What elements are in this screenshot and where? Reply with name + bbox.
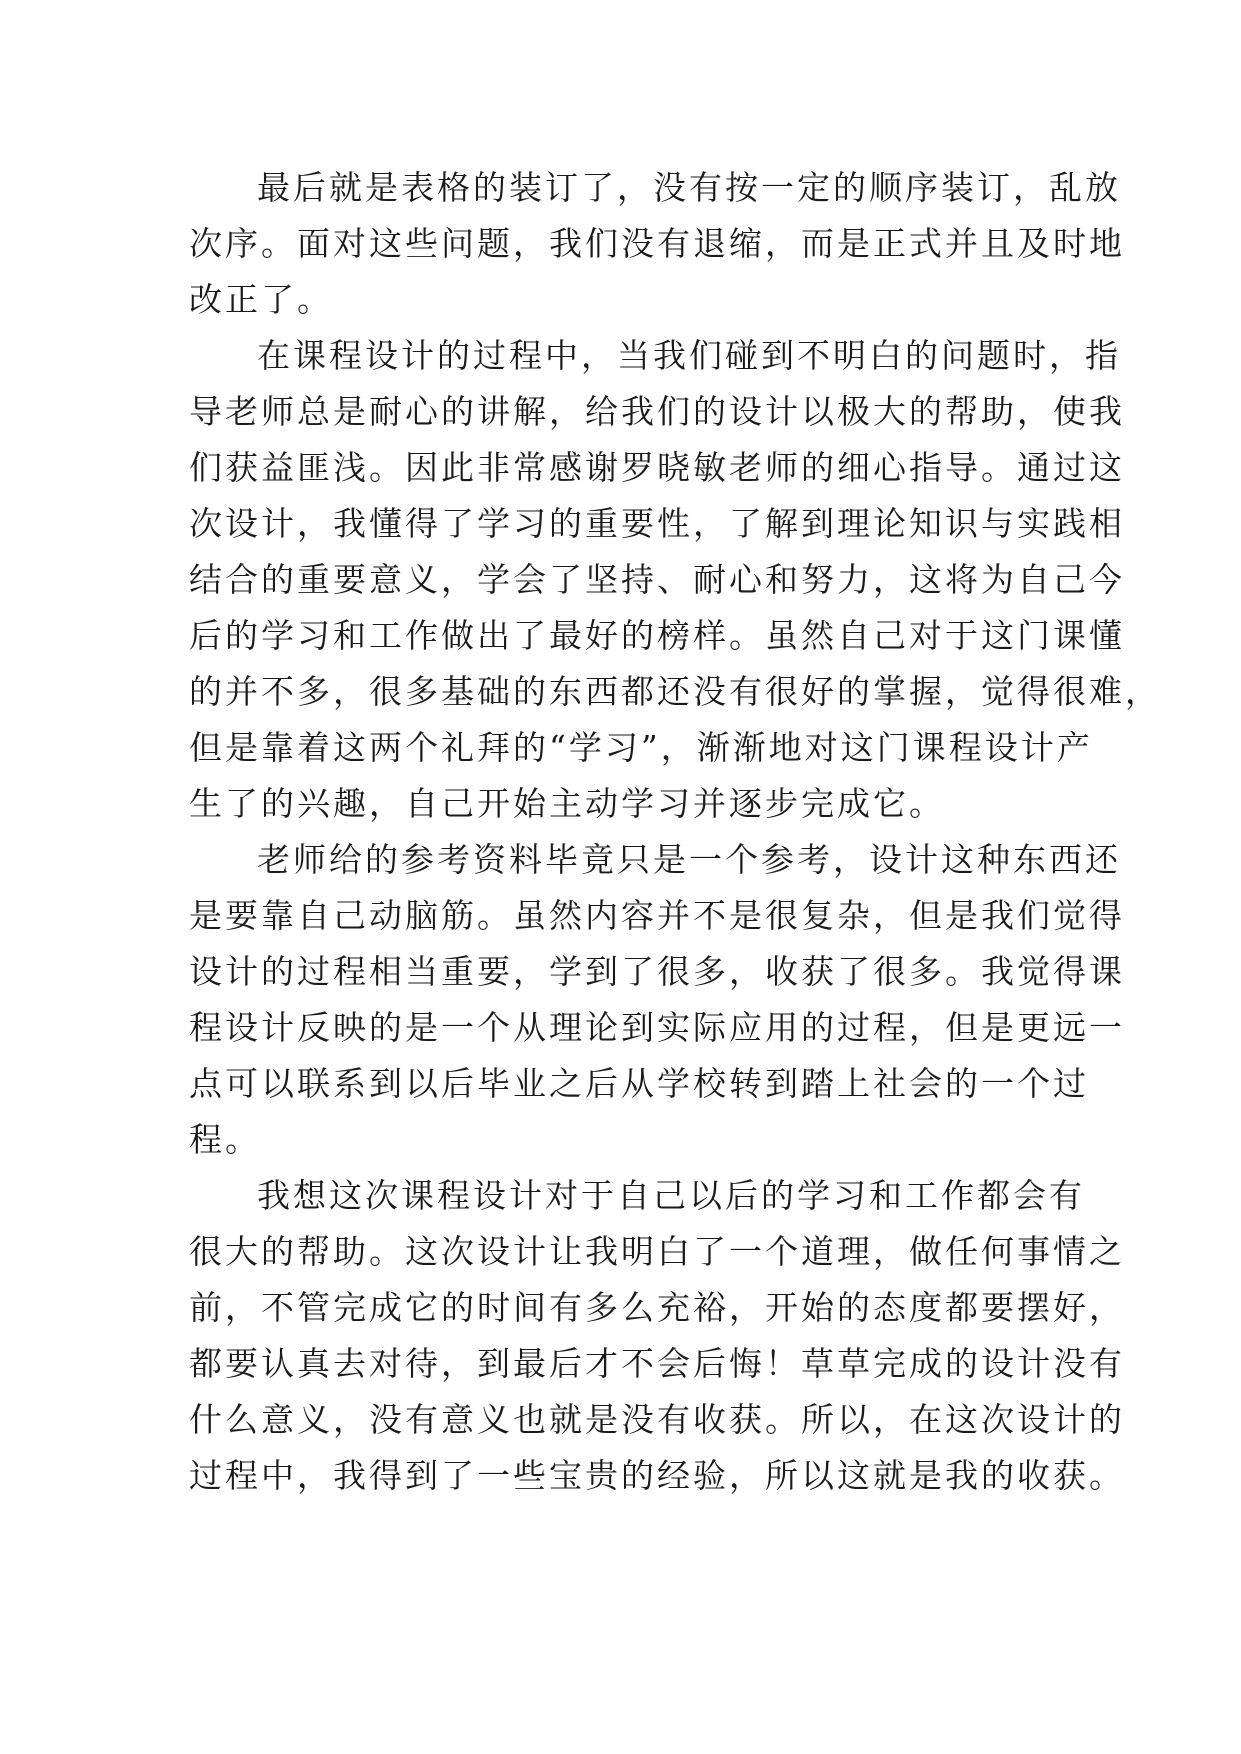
text-line: 结合的重要意义，学会了坚持、耐心和努力，这将为自己今 [189, 560, 1125, 599]
text-line: 次设计，我懂得了学习的重要性，了解到理论知识与实践相 [189, 504, 1125, 543]
text-line: 点可以联系到以后毕业之后从学校转到踏上社会的一个过 [189, 1064, 1089, 1103]
paragraph-1 [189, 160, 1125, 328]
text-line: 最后就是表格的装订了，没有按一定的顺序装订，乱放 [257, 168, 1121, 207]
text-line: 程。 [189, 1120, 261, 1159]
text-line: 都要认真去对待，到最后才不会后悔！草草完成的设计没有 [189, 1344, 1125, 1383]
text-line: 导老师总是耐心的讲解，给我们的设计以极大的帮助，使我 [189, 392, 1125, 431]
text-line: 设计的过程相当重要，学到了很多，收获了很多。我觉得课 [189, 952, 1125, 991]
text-line: 在课程设计的过程中，当我们碰到不明白的问题时，指 [257, 336, 1121, 375]
text-line: 但是靠着这两个礼拜的“学习”，渐渐地对这门课程设计产 [189, 728, 1093, 767]
paragraph-2 [189, 328, 1161, 832]
text-line: 的并不多，很多基础的东西都还没有很好的掌握，觉得很难， [189, 672, 1161, 711]
text-line: 生了的兴趣，自己开始主动学习并逐步完成它。 [189, 784, 945, 823]
text-line: 前，不管完成它的时间有多么充裕，开始的态度都要摆好， [189, 1288, 1125, 1327]
text-line: 我想这次课程设计对于自己以后的学习和工作都会有 [257, 1176, 1085, 1215]
text-line: 很大的帮助。这次设计让我明白了一个道理，做任何事情之 [189, 1232, 1125, 1271]
text-line: 是要靠自己动脑筋。虽然内容并不是很复杂，但是我们觉得 [189, 896, 1125, 935]
document-body [189, 160, 1161, 1504]
text-line: 后的学习和工作做出了最好的榜样。虽然自己对于这门课懂 [189, 616, 1125, 655]
text-line: 次序。面对这些问题，我们没有退缩，而是正式并且及时地 [189, 224, 1125, 263]
text-line: 程设计反映的是一个从理论到实际应用的过程，但是更远一 [189, 1008, 1125, 1047]
text-line: 老师给的参考资料毕竟只是一个参考，设计这种东西还 [257, 840, 1121, 879]
paragraph-4 [189, 1168, 1125, 1504]
text-line: 们获益匪浅。因此非常感谢罗晓敏老师的细心指导。通过这 [189, 448, 1125, 487]
paragraph-3 [189, 832, 1125, 1168]
text-line: 改正了。 [189, 280, 333, 319]
text-line: 什么意义，没有意义也就是没有收获。所以，在这次设计的 [189, 1400, 1125, 1439]
text-line: 过程中，我得到了一些宝贵的经验，所以这就是我的收获。 [189, 1456, 1125, 1495]
